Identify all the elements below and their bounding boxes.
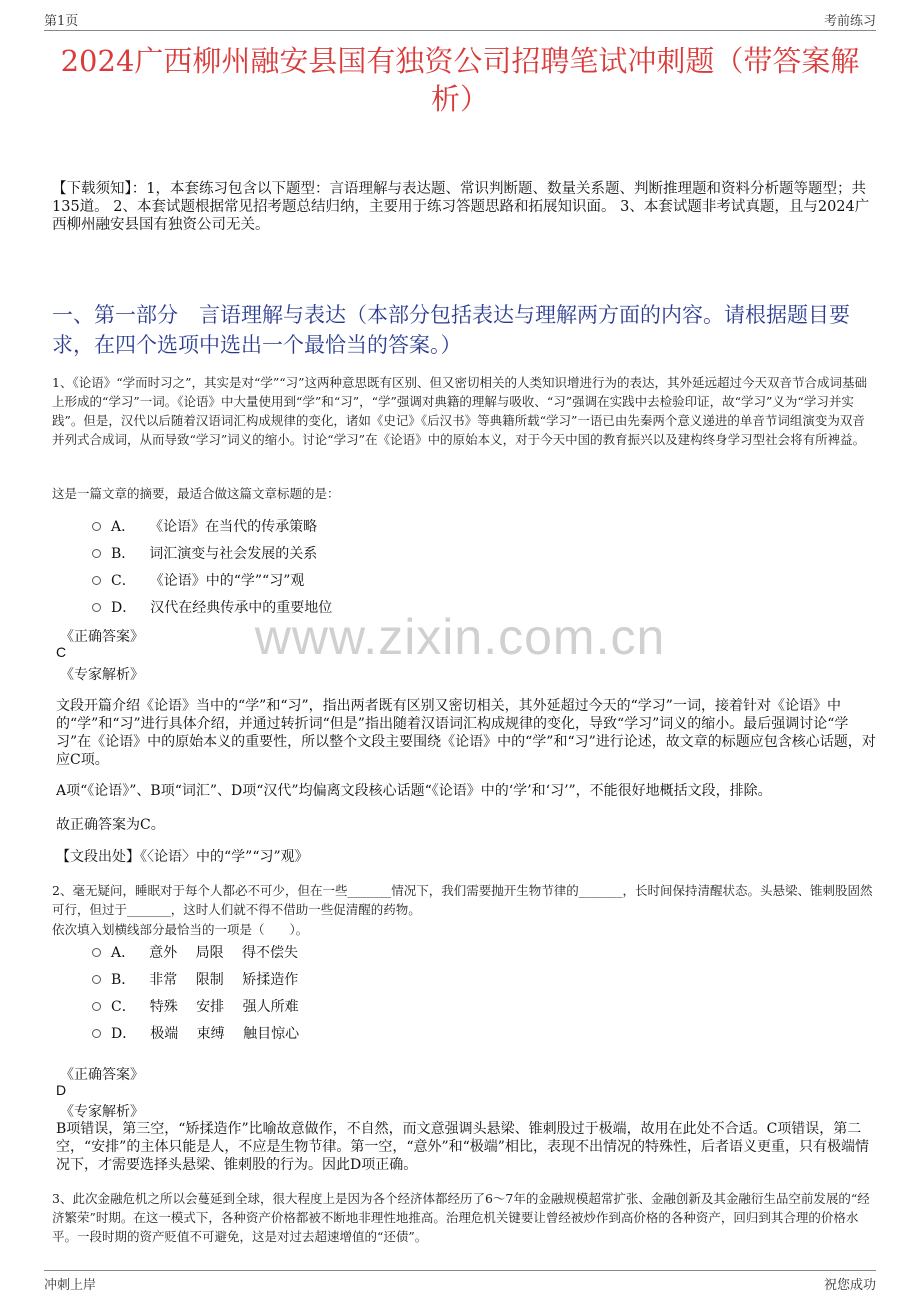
radio-icon[interactable] <box>92 1029 101 1038</box>
q2-analysis: B项错误，第三空，“矫揉造作”比喻故意做作，不自然，而文意强调头悬梁、锥刺股过于极端，故用在此处不合适。C项错误，第二空，“安排”的主体只能是人，不应是生物节律。第一空，“意外”和“极端”相比，表现不出情况的特殊性，后者语义更重，只有极端情况下，才需要选择头悬梁、锥刺股的行为。因此D项正确。 <box>56 1121 869 1173</box>
q1-exclude-note: A项“《论语》”、B项“词汇”、D项“汉代”均偏离文段核心话题“《论语》中的‘学’和‘习’”，不能很好地概括文段，排除。 <box>56 783 772 799</box>
question-1-text: 1、《论语》“学而时习之”，其实是对“学”“习”这两种意思既有区别、但又密切相关的人类知识增进行为的表达，其外延远超过今天双音节合成词基础上形成的“学习”一词。《论语》中大量使用到“学”和“习”，“学”强调对典籍的理解与吸收、“习”强调在实践中去检验印证，故“学习”义为“学习并实践”。但是，汉代以后随着汉语词汇构成规律的变化，诸如《史记》《后汉书》等典籍所载“学习”一语已由先秦两个意义递进的单音节词组演变为双音并列式合成词，从而导致“学习”词义的缩小。讨论“学习”在《论语》中的原始本义，对于今天中国的教育振兴以及建构终身学习型社会将有所裨益。 <box>52 375 868 447</box>
page-number: 第1页 <box>44 14 79 29</box>
q2-analysis-label: 《专家解析》 <box>60 1104 144 1120</box>
radio-icon[interactable] <box>92 549 101 558</box>
radio-icon[interactable] <box>92 522 101 531</box>
q1-option-a[interactable]: A． 《论语》在当代的传承策略 <box>92 516 317 536</box>
q1-analysis-label: 《专家解析》 <box>60 667 144 683</box>
q1-conclusion: 故正确答案为C。 <box>56 817 165 833</box>
q2-answer: D <box>56 1082 67 1098</box>
radio-icon[interactable] <box>92 975 101 984</box>
watermark: www.zixin.com.cn <box>254 609 666 665</box>
radio-icon[interactable] <box>92 1002 101 1011</box>
q1-source: 【文段出处】《〈论语〉中的“学”“习”观》 <box>56 849 309 865</box>
q2-option-b[interactable]: B． 非常 限制 矫揉造作 <box>92 969 298 989</box>
header-divider <box>44 30 876 31</box>
q2-answer-label: 《正确答案》 <box>60 1067 144 1083</box>
q2-option-c[interactable]: C． 特殊 安排 强人所难 <box>92 996 299 1016</box>
page-footer <box>44 1274 876 1294</box>
footer-right: 祝您成功 <box>823 1278 876 1293</box>
section-heading: 一、第一部分 言语理解与表达（本部分包括表达与理解两方面的内容。请根据题目要求，在四个选项中选出一个最恰当的答案。） <box>52 303 850 357</box>
q1-answer: C <box>56 644 67 660</box>
q2-option-d[interactable]: D． 极端 束缚 触目惊心 <box>92 1023 299 1043</box>
q1-option-d[interactable]: D． 汉代在经典传承中的重要地位 <box>92 597 332 617</box>
header-tag: 考前练习 <box>823 14 876 29</box>
question-1-prompt: 这是一篇文章的摘要，最适合做这篇文章标题的是： <box>52 486 340 501</box>
radio-icon[interactable] <box>92 576 101 585</box>
q1-option-b[interactable]: B． 词汇演变与社会发展的关系 <box>92 543 317 563</box>
q1-option-c[interactable]: C． 《论语》中的“学”“习”观 <box>92 570 304 590</box>
q1-analysis: 文段开篇介绍《论语》当中的“学”和“习”，指出两者既有区别又密切相关，其外延超过今天的“学习”一词，接着针对《论语》中的“学”和“习”进行具体介绍，并通过转折词“但是”指出随着汉语词汇构成规律的变化，导致“学习”词义的缩小。最后强调讨论“学习”在《论语》中的原始本义的重要性，所以整个文段主要围绕《论语》中的“学”和“习”进行论述，故文章的标题应包含核心话题，对应C项。 <box>56 698 876 768</box>
download-notice: 【下载须知】：1，本套练习包含以下题型：言语理解与表达题、常识判断题、数量关系题、判断推理题和资料分析题等题型；共135道。 2、本套试题根据常见招考题总结归纳，主要用于练习答题思路和拓展知识面。 3、本套试题非考试真题，且与2024广西柳州融安县国有独资公司无关。 <box>52 181 870 233</box>
question-2-text: 2、毫无疑问，睡眠对于每个人都必不可少，但在一些_______情况下，我们需要抛开生物节律的_______，长时间保持清醒状态。头悬梁、锥刺股固然可行，但过于_______，这时人们就不得不借助一些促清醒的药物。 <box>52 883 873 917</box>
page-header <box>44 10 876 30</box>
q1-answer-label: 《正确答案》 <box>60 629 144 645</box>
q2-option-a[interactable]: A． 意外 局限 得不偿失 <box>92 942 298 962</box>
question-3-text: 3、此次金融危机之所以会蔓延到全球，很大程度上是因为各个经济体都经历了6～7年的金融规模超常扩张、金融创新及其金融衍生品空前发展的“经济繁荣”时期。在这一模式下，各种资产价格都被不断地非理性地推高。治理危机关键要让曾经被炒作到高价格的各种资产，回归到其合理的价格水平。一段时期的资产贬值不可避免，这是对过去超速增值的“还债”。 <box>52 1191 870 1244</box>
question-2-prompt: 依次填入划横线部分最恰当的一项是（ ）。 <box>52 922 309 937</box>
radio-icon[interactable] <box>92 948 101 957</box>
footer-divider <box>44 1270 876 1271</box>
footer-left: 冲刺上岸 <box>44 1278 97 1293</box>
document-title: 2024广西柳州融安县国有独资公司招聘笔试冲刺题（带答案解析） <box>60 44 860 116</box>
